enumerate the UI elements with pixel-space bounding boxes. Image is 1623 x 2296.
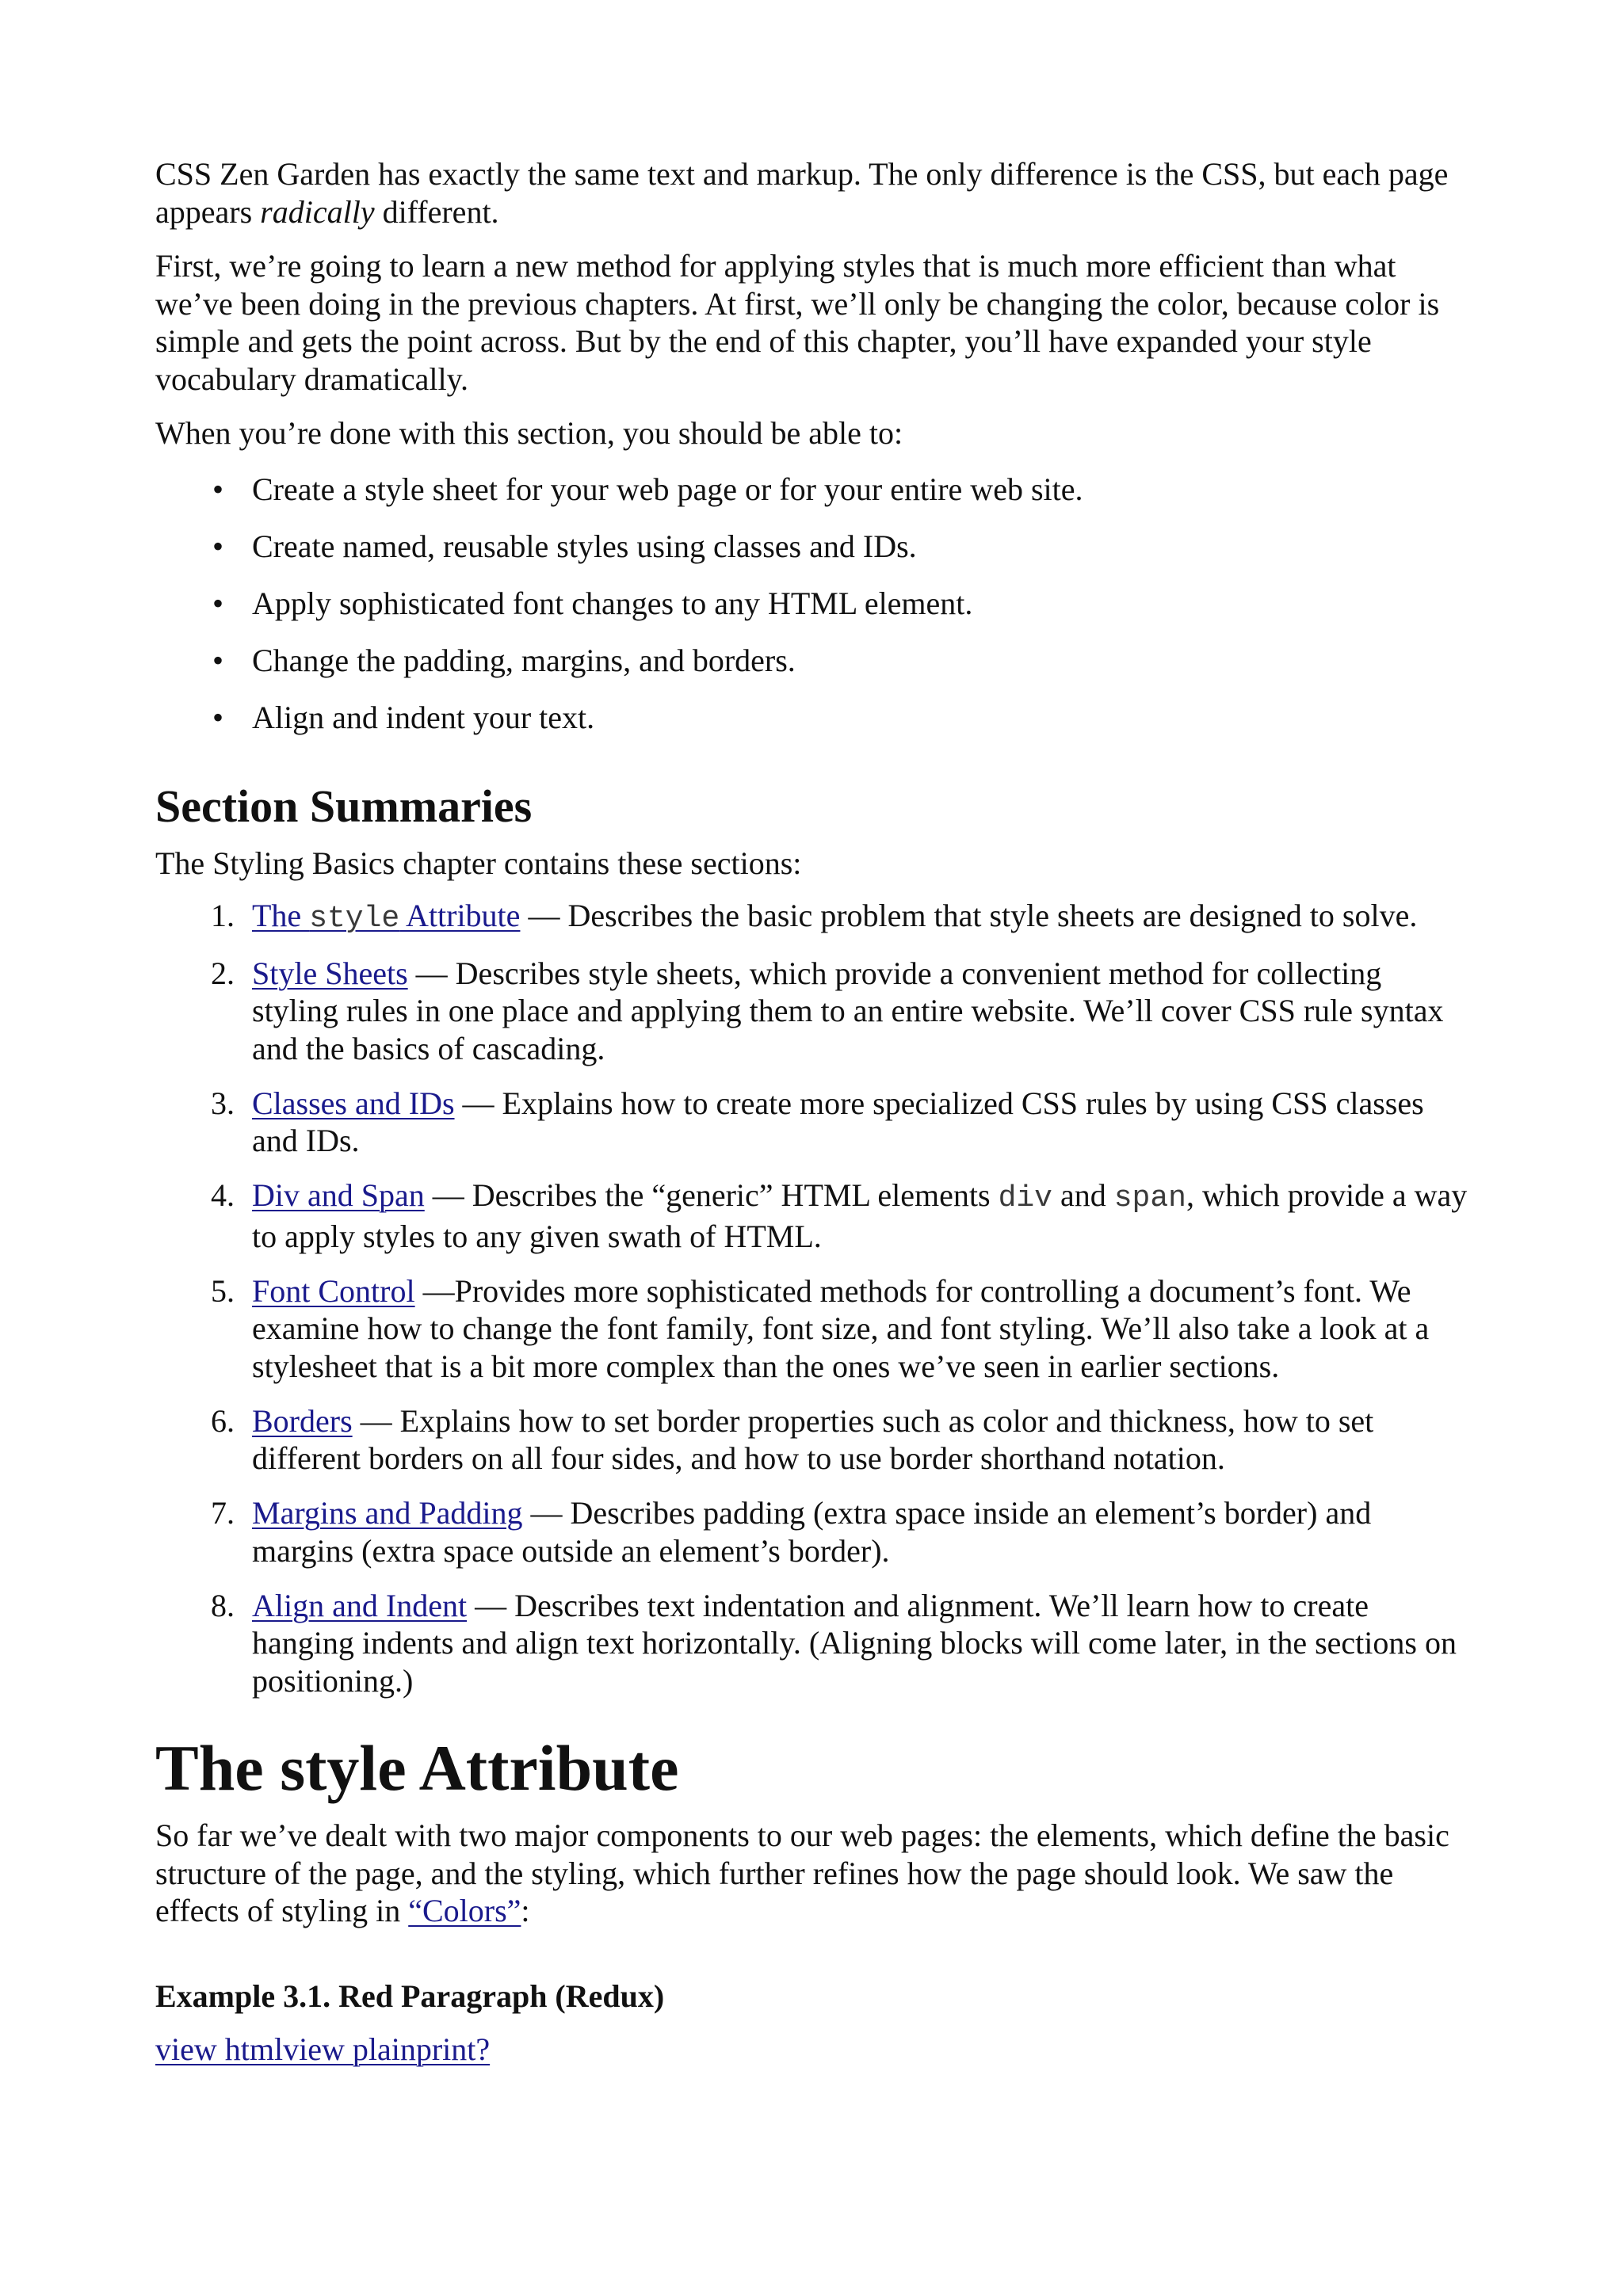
example-title: Example 3.1. Red Paragraph (Redux) [155, 1978, 665, 2014]
list-item: • Change the padding, margins, and borders. [212, 642, 796, 678]
intro-paragraph-1: CSS Zen Garden has exactly the same text and markup. The only difference is the CSS, but each page appears radically different. [155, 156, 1449, 230]
list-item: 8. Align and Indent — Describes text indentation and alignment. We’ll learn how to create hanging indents and align text horizontally. (Aligning blocks will come later, in the sections on positioning.) [211, 1587, 1457, 1699]
list-item: • Create named, reusable styles using classes and IDs. [212, 528, 917, 564]
item-number: 3. [211, 1085, 235, 1121]
link-borders[interactable]: Borders [252, 1402, 353, 1439]
intro-paragraph-2: First, we’re going to learn a new method for applying styles that is much more efficient than what we’ve been doing in the previous chapters. At first, we’ll only be changing the color, because color is simple and gets the point across. But by the end of this chapter, you’ll have expanded your style vocabulary dramatically. [155, 248, 1440, 397]
document-page [155, 155, 1471, 2085]
section-summaries-heading: Section Summaries [155, 780, 533, 832]
list-item: 4. Div and Span — Describes the “generic” HTML elements div and span, which provide a way to apply styles to any given swath of HTML. [211, 1177, 1468, 1254]
link-style-attribute[interactable]: The style Attribute [252, 897, 521, 936]
list-item: 1. The style Attribute — Describes the basic problem that style sheets are designed to solve. [211, 897, 1418, 936]
link-classes-and-ids[interactable]: Classes and IDs [252, 1085, 455, 1121]
style-attribute-paragraph: So far we’ve dealt with two major components to our web pages: the elements, which define the basic structure of the page, and the styling, which further refines how the page should look. We saw the effects of styling in “Colors”: [155, 1817, 1449, 1928]
view-html-link[interactable]: view htmlview plainprint? [155, 2031, 491, 2067]
link-colors[interactable]: “Colors” [408, 1893, 521, 1928]
bullet-icon: • [212, 528, 224, 564]
code-span: span [1113, 1181, 1186, 1215]
bullet-icon: • [212, 699, 224, 735]
list-item: • Apply sophisticated font changes to any HTML element. [212, 585, 973, 621]
summaries-lead: The Styling Basics chapter contains these sections: [155, 845, 802, 881]
list-item: • Align and indent your text. [212, 699, 595, 735]
item-number: 6. [211, 1402, 235, 1439]
list-item: 6. Borders — Explains how to set border properties such as color and thickness, how to set different borders on all four sides, and how to use border shorthand notation. [211, 1402, 1374, 1476]
list-item: 2. Style Sheets — Describes style sheets, which provide a convenient method for collecting styling rules in one place and applying them to an entire website. We’ll cover CSS rule syntax and the basics of cascading. [211, 955, 1444, 1066]
item-number: 2. [211, 955, 235, 991]
code-div: div [998, 1181, 1052, 1215]
list-item: 7. Margins and Padding — Describes padding (extra space inside an element’s border) and margins (extra space outside an element’s border). [211, 1495, 1372, 1569]
bullet-icon: • [212, 585, 224, 621]
emphasis-radically: radically [260, 193, 375, 230]
link-align-and-indent[interactable]: Align and Indent [252, 1587, 468, 1623]
item-number: 1. [211, 897, 235, 933]
example-toolbar [155, 2031, 1471, 2069]
list-item: 5. Font Control —Provides more sophisticated methods for controlling a document’s font. We examine how to change the font family, font size, and font styling. We’ll also take a look at a stylesheet that is a bit more complex than the ones we’ve seen in earlier sections. [211, 1272, 1430, 1384]
list-item: 3. Classes and IDs — Explains how to create more specialized CSS rules by using CSS classes and IDs. [211, 1085, 1424, 1158]
item-number: 5. [211, 1272, 235, 1309]
link-style-sheets[interactable]: Style Sheets [252, 955, 408, 991]
item-number: 4. [211, 1177, 235, 1213]
bullet-icon: • [212, 471, 224, 507]
link-div-and-span[interactable]: Div and Span [252, 1177, 425, 1213]
link-margins-and-padding[interactable]: Margins and Padding [252, 1495, 523, 1531]
link-font-control[interactable]: Font Control [252, 1272, 415, 1309]
style-attribute-heading: The style Attribute [155, 1732, 679, 1804]
item-number: 8. [211, 1587, 235, 1623]
list-item: • Create a style sheet for your web page or for your entire web site. [212, 471, 1083, 507]
summaries-list [155, 897, 1471, 1700]
item-number: 7. [211, 1495, 235, 1531]
goals-list [155, 471, 1471, 737]
bullet-icon: • [212, 642, 224, 678]
intro-paragraph-3: When you’re done with this section, you should be able to: [155, 415, 903, 451]
